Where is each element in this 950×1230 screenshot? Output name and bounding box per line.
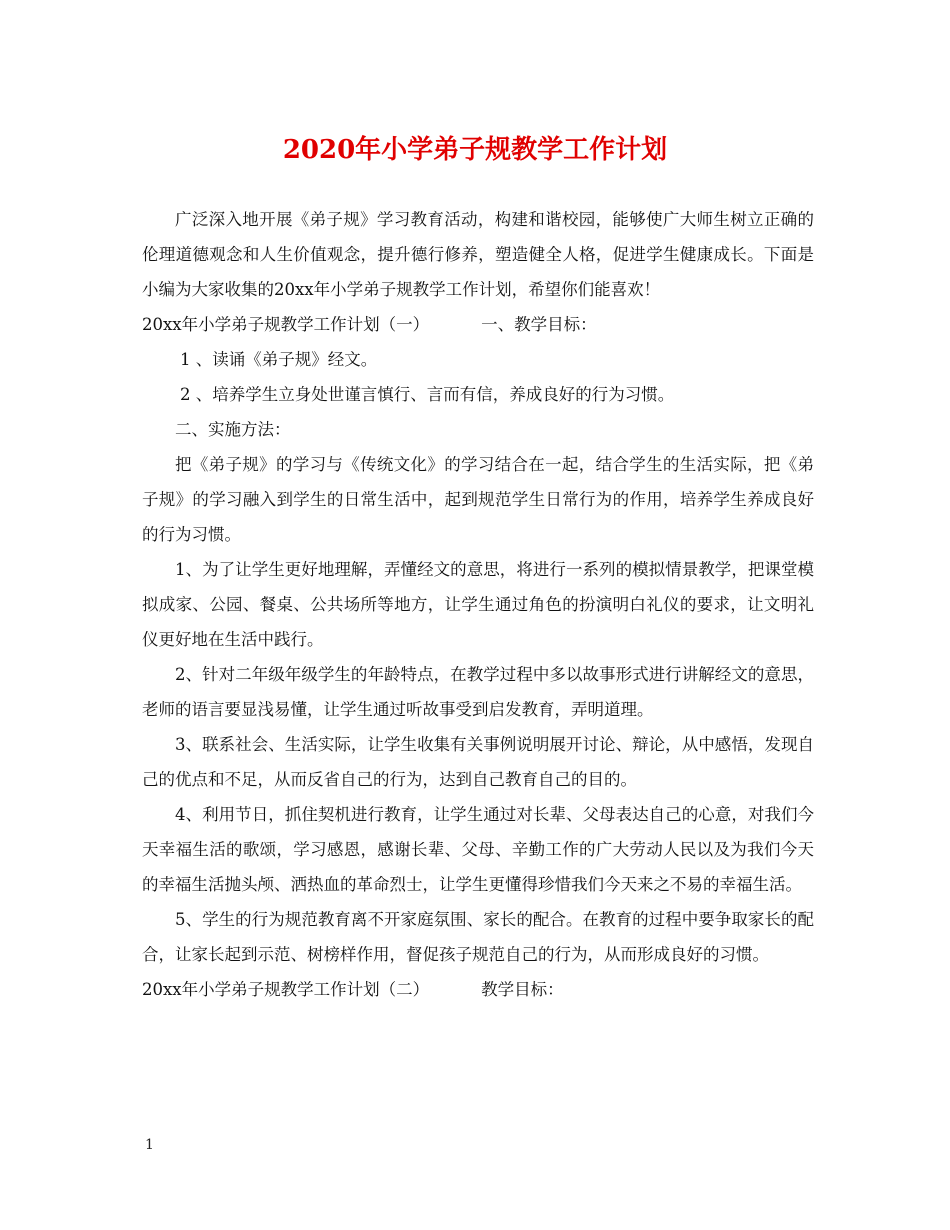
section-heading-line-2 bbox=[142, 972, 814, 1007]
method-paragraph-2: 2、针对二年级年级学生的年龄特点，在教学过程中多以故事形式进行讲解经文的意思，老师的语言要显浅易懂，让学生通过听故事受到启发教育，弄明道理。 bbox=[142, 665, 814, 719]
document-title: 2020年小学弟子规教学工作计划 bbox=[282, 135, 668, 165]
method-paragraph-5: 5、学生的行为规范教育离不开家庭氛围、家长的配合。在教育的过程中要争取家长的配合，让家长起到示范、树榜样作用，督促孩子规范自己的行为，从而形成良好的习惯。 bbox=[142, 910, 814, 964]
method-paragraph-4: 4、利用节日，抓住契机进行教育，让学生通过对长辈、父母表达自己的心意，对我们今天幸福生活的歌颂，学习感恩，感谢长辈、父母、辛勤工作的广大劳动人民以及为我们今天的幸福生活抛头颅、洒热血的革命烈士，让学生更懂得珍惜我们今天来之不易的幸福生活。 bbox=[142, 805, 814, 894]
section-two-heading: 20xx年小学弟子规教学工作计划（二） bbox=[142, 980, 430, 999]
goal-item-1: 1 、读诵《弟子规》经文。 bbox=[180, 350, 378, 369]
method-paragraph-1: 1、为了让学生更好地理解，弄懂经文的意思，将进行一系列的模拟情景教学，把课堂模拟成家、公园、餐桌、公共场所等地方，让学生通过角色的扮演明白礼仪的要求，让文明礼仪更好地在生活中践行。 bbox=[142, 560, 814, 649]
methods-heading: 二、实施方法： bbox=[175, 420, 291, 439]
methods-overview-paragraph: 把《弟子规》的学习与《传统文化》的学习结合在一起，结合学生的生活实际，把《弟子规》的学习融入到学生的日常生活中，起到规范学生日常行为的作用，培养学生养成良好的行为习惯。 bbox=[142, 455, 814, 544]
method-paragraph-3: 3、联系社会、生活实际，让学生收集有关事例说明展开讨论、辩论，从中感悟，发现自己的优点和不足，从而反省自己的行为，达到自己教育自己的目的。 bbox=[142, 735, 814, 789]
intro-paragraph: 广泛深入地开展《弟子规》学习教育活动，构建和谐校园，能够使广大师生树立正确的伦理道德观念和人生价值观念，提升德行修养，塑造健全人格，促进学生健康成长。下面是小编为大家收集的20xx年小学弟子规教学工作计划，希望你们能喜欢！ bbox=[142, 210, 814, 299]
section-two-goal-heading: 教学目标： bbox=[481, 980, 564, 999]
page-number: 1 bbox=[145, 1137, 154, 1153]
goal-item-2: 2 、培养学生立身处世谨言慎行、言而有信，养成良好的行为习惯。 bbox=[180, 385, 675, 404]
section-one-goal-heading: 一、教学目标： bbox=[481, 315, 597, 334]
section-one-heading: 20xx年小学弟子规教学工作计划（一） bbox=[142, 315, 430, 334]
section-heading-line-1 bbox=[142, 307, 814, 342]
document-body bbox=[142, 202, 814, 1007]
